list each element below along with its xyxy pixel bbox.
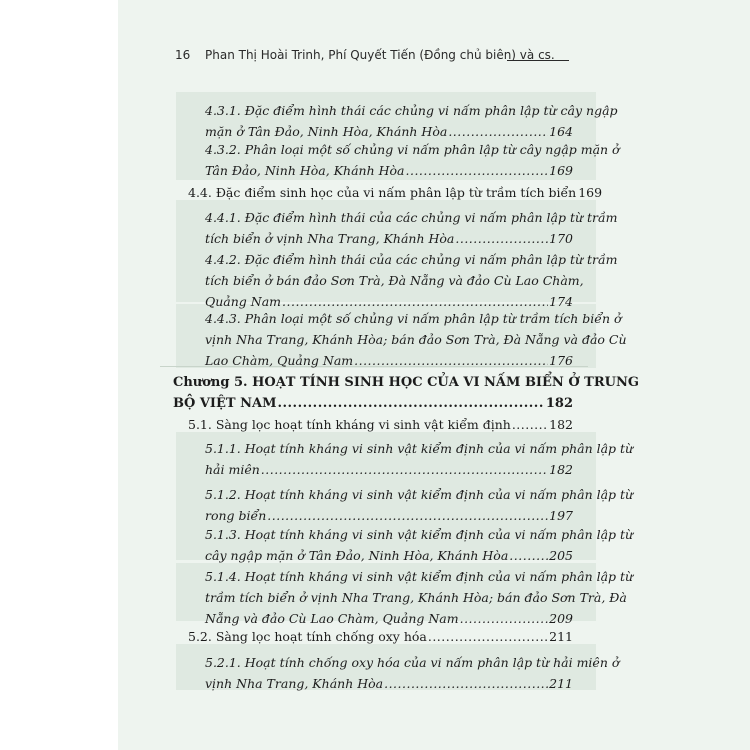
toc-entry-5-1-3	[205, 524, 634, 566]
toc-entry-4-3-2	[205, 139, 620, 181]
leader-dots	[384, 673, 548, 694]
leader-dots	[261, 459, 548, 480]
page-number: 16	[175, 48, 191, 62]
entry-line: 5.1.3. Hoạt tính kháng vi sinh vật kiểm định của vi nấm phân lập từ	[205, 527, 634, 542]
entry-page: 176	[549, 353, 573, 368]
entry-page: 170	[549, 231, 573, 246]
entry-line: 4.4.1. Đặc điểm hình thái của các chủng vi nấm phân lập từ trầm	[205, 210, 618, 225]
entry-line: Lao Chàm, Quảng Nam	[205, 353, 354, 368]
entry-page: 169	[578, 185, 603, 200]
entry-page: 197	[549, 508, 573, 523]
entry-page: 164	[549, 124, 573, 139]
header-rule	[507, 60, 569, 61]
entry-line: tích biển ở vịnh Nha Trang, Khánh Hòa	[205, 231, 455, 246]
chapter-title-line: Chương 5. HOẠT TÍNH SINH HỌC CỦA VI NẤM BIỂN Ở TRUNG	[173, 375, 639, 390]
entry-line: Quảng Nam	[205, 294, 282, 309]
toc-entry-4-4-3	[205, 308, 627, 371]
entry-page: 182	[545, 396, 573, 411]
entry-line: trầm tích biển ở vịnh Nha Trang, Khánh Hòa; bán đảo Sơn Trà, Đà	[205, 590, 627, 605]
running-header	[175, 48, 570, 68]
chapter-title-line: BỘ VIỆT NAM	[173, 396, 277, 411]
toc-entry-5-2-1	[205, 652, 620, 694]
entry-line: 4.4.2. Đặc điểm hình thái của các chủng vi nấm phân lập từ trầm	[205, 252, 618, 267]
entry-line: 5.1.1. Hoạt tính kháng vi sinh vật kiểm định của vi nấm phân lập từ	[205, 441, 634, 456]
entry-line: Nẵng và đảo Cù Lao Chàm, Quảng Nam	[205, 611, 459, 626]
leader-dots	[354, 350, 548, 371]
entry-line: 5.1.2. Hoạt tính kháng vi sinh vật kiểm định của vi nấm phân lập từ	[205, 487, 634, 502]
leader-dots	[428, 626, 548, 647]
entry-line: mặn ở Tân Đảo, Ninh Hòa, Khánh Hòa	[205, 124, 448, 139]
entry-page: 205	[549, 548, 573, 563]
toc-entry-4-4-2	[205, 249, 618, 312]
entry-line: cây ngập mặn ở Tân Đảo, Ninh Hòa, Khánh Hòa	[205, 548, 509, 563]
toc-entry-4-3-1	[205, 100, 618, 142]
toc-entry-4-4-1	[205, 207, 618, 249]
entry-line: rong biển	[205, 508, 267, 523]
entry-page: 211	[549, 629, 573, 644]
entry-page: 211	[549, 676, 573, 691]
leader-dots	[509, 545, 548, 566]
toc-entry-5-1-1	[205, 438, 634, 480]
toc-entry-4-4	[188, 182, 603, 203]
entry-page: 209	[549, 611, 573, 626]
entry-page: 182	[549, 462, 573, 477]
entry-line: tích biển ở bán đảo Sơn Trà, Đà Nẵng và đảo Cù Lao Chàm,	[205, 273, 584, 288]
toc-entry-5-1	[188, 414, 573, 435]
entry-line: Tân Đảo, Ninh Hòa, Khánh Hòa	[205, 163, 405, 178]
entry-line: hải miên	[205, 462, 260, 477]
entry-page: 182	[549, 417, 573, 432]
leader-dots	[406, 160, 549, 181]
entry-line: 5.2. Sàng lọc hoạt tính chống oxy hóa	[188, 629, 427, 644]
leader-dots	[455, 228, 548, 249]
entry-line: 4.4.3. Phân loại một số chủng vi nấm phân lập từ trầm tích biển ở	[205, 311, 622, 326]
toc-chapter-5	[173, 372, 639, 414]
toc-entry-5-1-2	[205, 484, 634, 526]
leader-dots	[277, 393, 544, 414]
leader-dots	[512, 414, 548, 435]
entry-line: 5.1. Sàng lọc hoạt tính kháng vi sinh vật kiểm định	[188, 417, 511, 432]
entry-line: 5.2.1. Hoạt tính chống oxy hóa của vi nấm phân lập từ hải miên ở	[205, 655, 620, 670]
entry-line: vịnh Nha Trang, Khánh Hòa; bán đảo Sơn Trà, Đà Nẵng và đảo Cù	[205, 332, 627, 347]
entry-page: 174	[549, 294, 573, 309]
entry-line: vịnh Nha Trang, Khánh Hòa	[205, 676, 384, 691]
toc-entry-5-2	[188, 626, 573, 647]
entry-line: 5.1.4. Hoạt tính kháng vi sinh vật kiểm định của vi nấm phân lập từ	[205, 569, 634, 584]
entry-line: 4.3.1. Đặc điểm hình thái các chủng vi nấm phân lập từ cây ngập	[205, 103, 618, 118]
header-authors: Phan Thị Hoài Trinh, Phí Quyết Tiến (Đồng chủ biên) và cs.	[205, 48, 555, 62]
entry-line: 4.3.2. Phân loại một số chủng vi nấm phân lập từ cây ngập mặn ở	[205, 142, 620, 157]
entry-page: 169	[549, 163, 573, 178]
leader-dots	[267, 505, 548, 526]
toc-entry-5-1-4	[205, 566, 634, 629]
entry-line: 4.4. Đặc điểm sinh học của vi nấm phân lập từ trầm tích biển	[188, 185, 577, 200]
